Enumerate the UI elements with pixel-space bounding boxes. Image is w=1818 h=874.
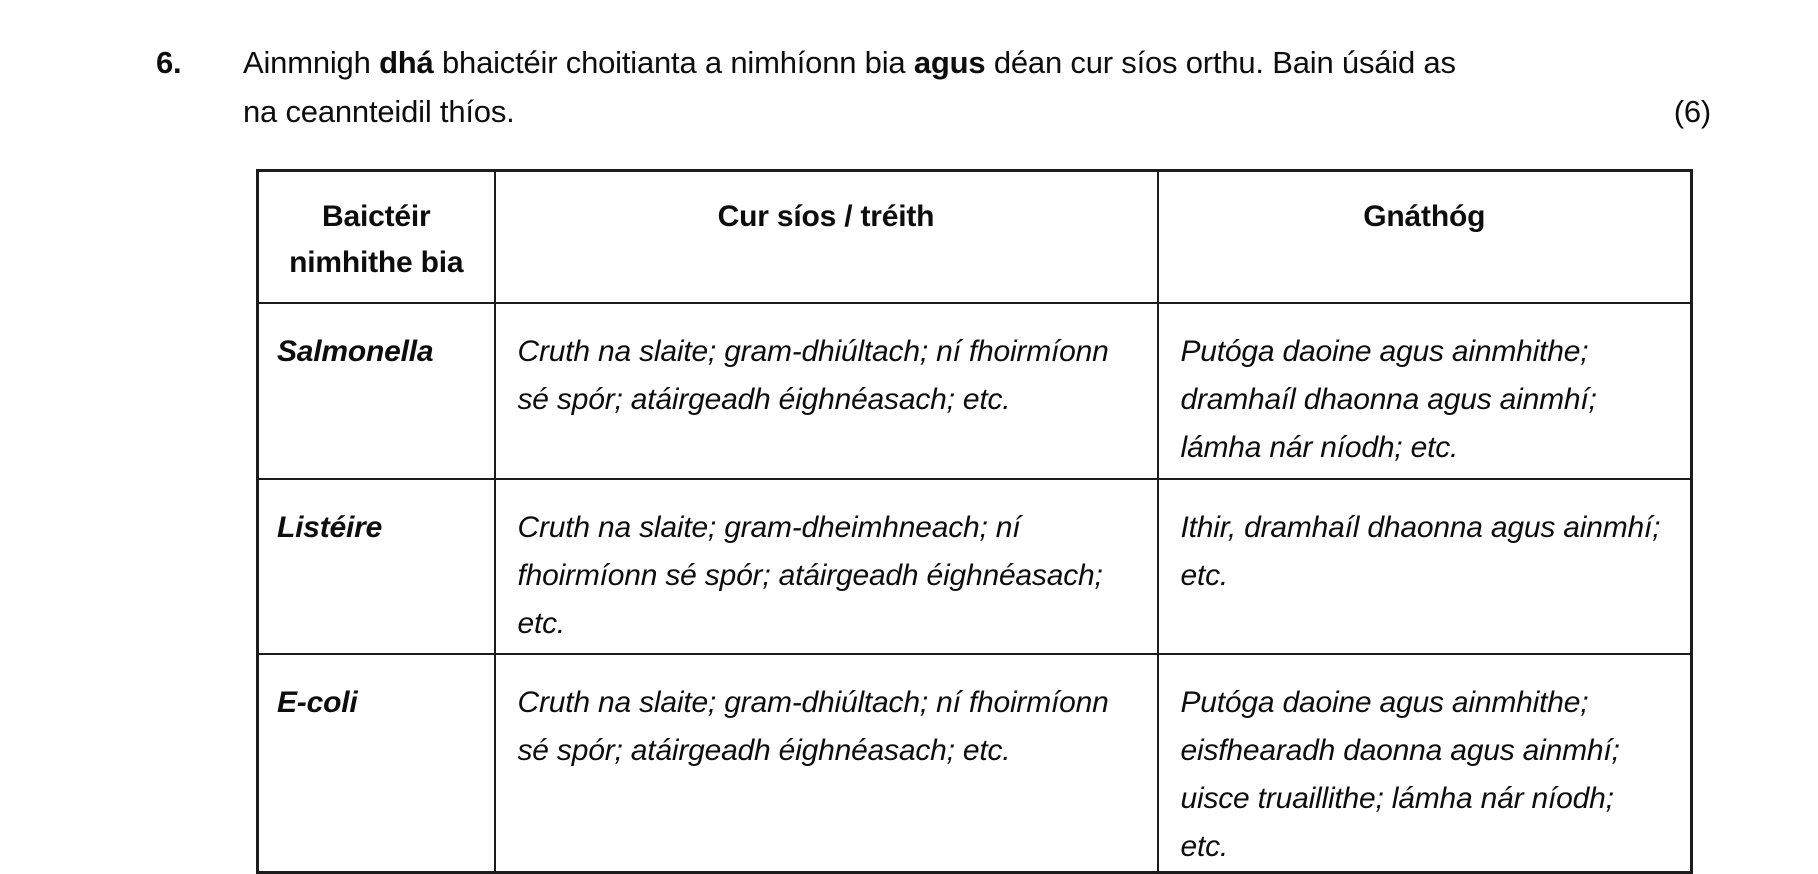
header-description: Cur síos / tréith [495, 171, 1158, 303]
question-text-segment: déan cur síos orthu. Bain úsáid as [985, 45, 1456, 80]
table-row [258, 303, 1692, 479]
habitat-cell: Putóga daoine agus ainmhithe; dramhaíl dhaonna agus ainmhí; lámha nár níodh; etc. [1158, 303, 1692, 479]
question-text-segment: Ainmnigh [243, 45, 380, 80]
question-block [156, 38, 1711, 136]
question-number: 6. [156, 45, 182, 80]
table-row [258, 479, 1692, 654]
bacteria-name-cell: Salmonella [258, 303, 495, 479]
table-row [258, 654, 1692, 873]
bacteria-name-cell: Listéire [258, 479, 495, 654]
bacteria-table [256, 169, 1693, 874]
question-text-segment: bhaictéir choitianta a nimhíonn bia [433, 45, 914, 80]
question-text [243, 38, 1711, 136]
description-cell: Cruth na slaite; gram-dhiúltach; ní fhoirmíonn sé spór; atáirgeadh éighnéasach; etc. [495, 303, 1158, 479]
header-habitat: Gnáthóg [1158, 171, 1692, 303]
question-text-bold-agus: agus [913, 45, 986, 80]
description-cell: Cruth na slaite; gram-dhiúltach; ní fhoirmíonn sé spór; atáirgeadh éighnéasach; etc. [495, 654, 1158, 873]
marks-label: (6) [1673, 94, 1711, 129]
question-text-bold-dha: dhá [379, 45, 434, 80]
bacteria-name-cell: E-coli [258, 654, 495, 873]
description-cell: Cruth na slaite; gram-dheimhneach; ní fhoirmíonn sé spór; atáirgeadh éighnéasach; etc. [495, 479, 1158, 654]
header-bacteria: Baictéir nimhithe bia [258, 171, 495, 303]
table-header-row [258, 171, 1692, 303]
habitat-cell: Ithir, dramhaíl dhaonna agus ainmhí; etc. [1158, 479, 1692, 654]
habitat-cell: Putóga daoine agus ainmhithe; eisfhearadh daonna agus ainmhí; uisce truaillithe; lámha nár níodh; etc. [1158, 654, 1692, 873]
question-text-line2: na ceannteidil thíos. [243, 94, 515, 129]
